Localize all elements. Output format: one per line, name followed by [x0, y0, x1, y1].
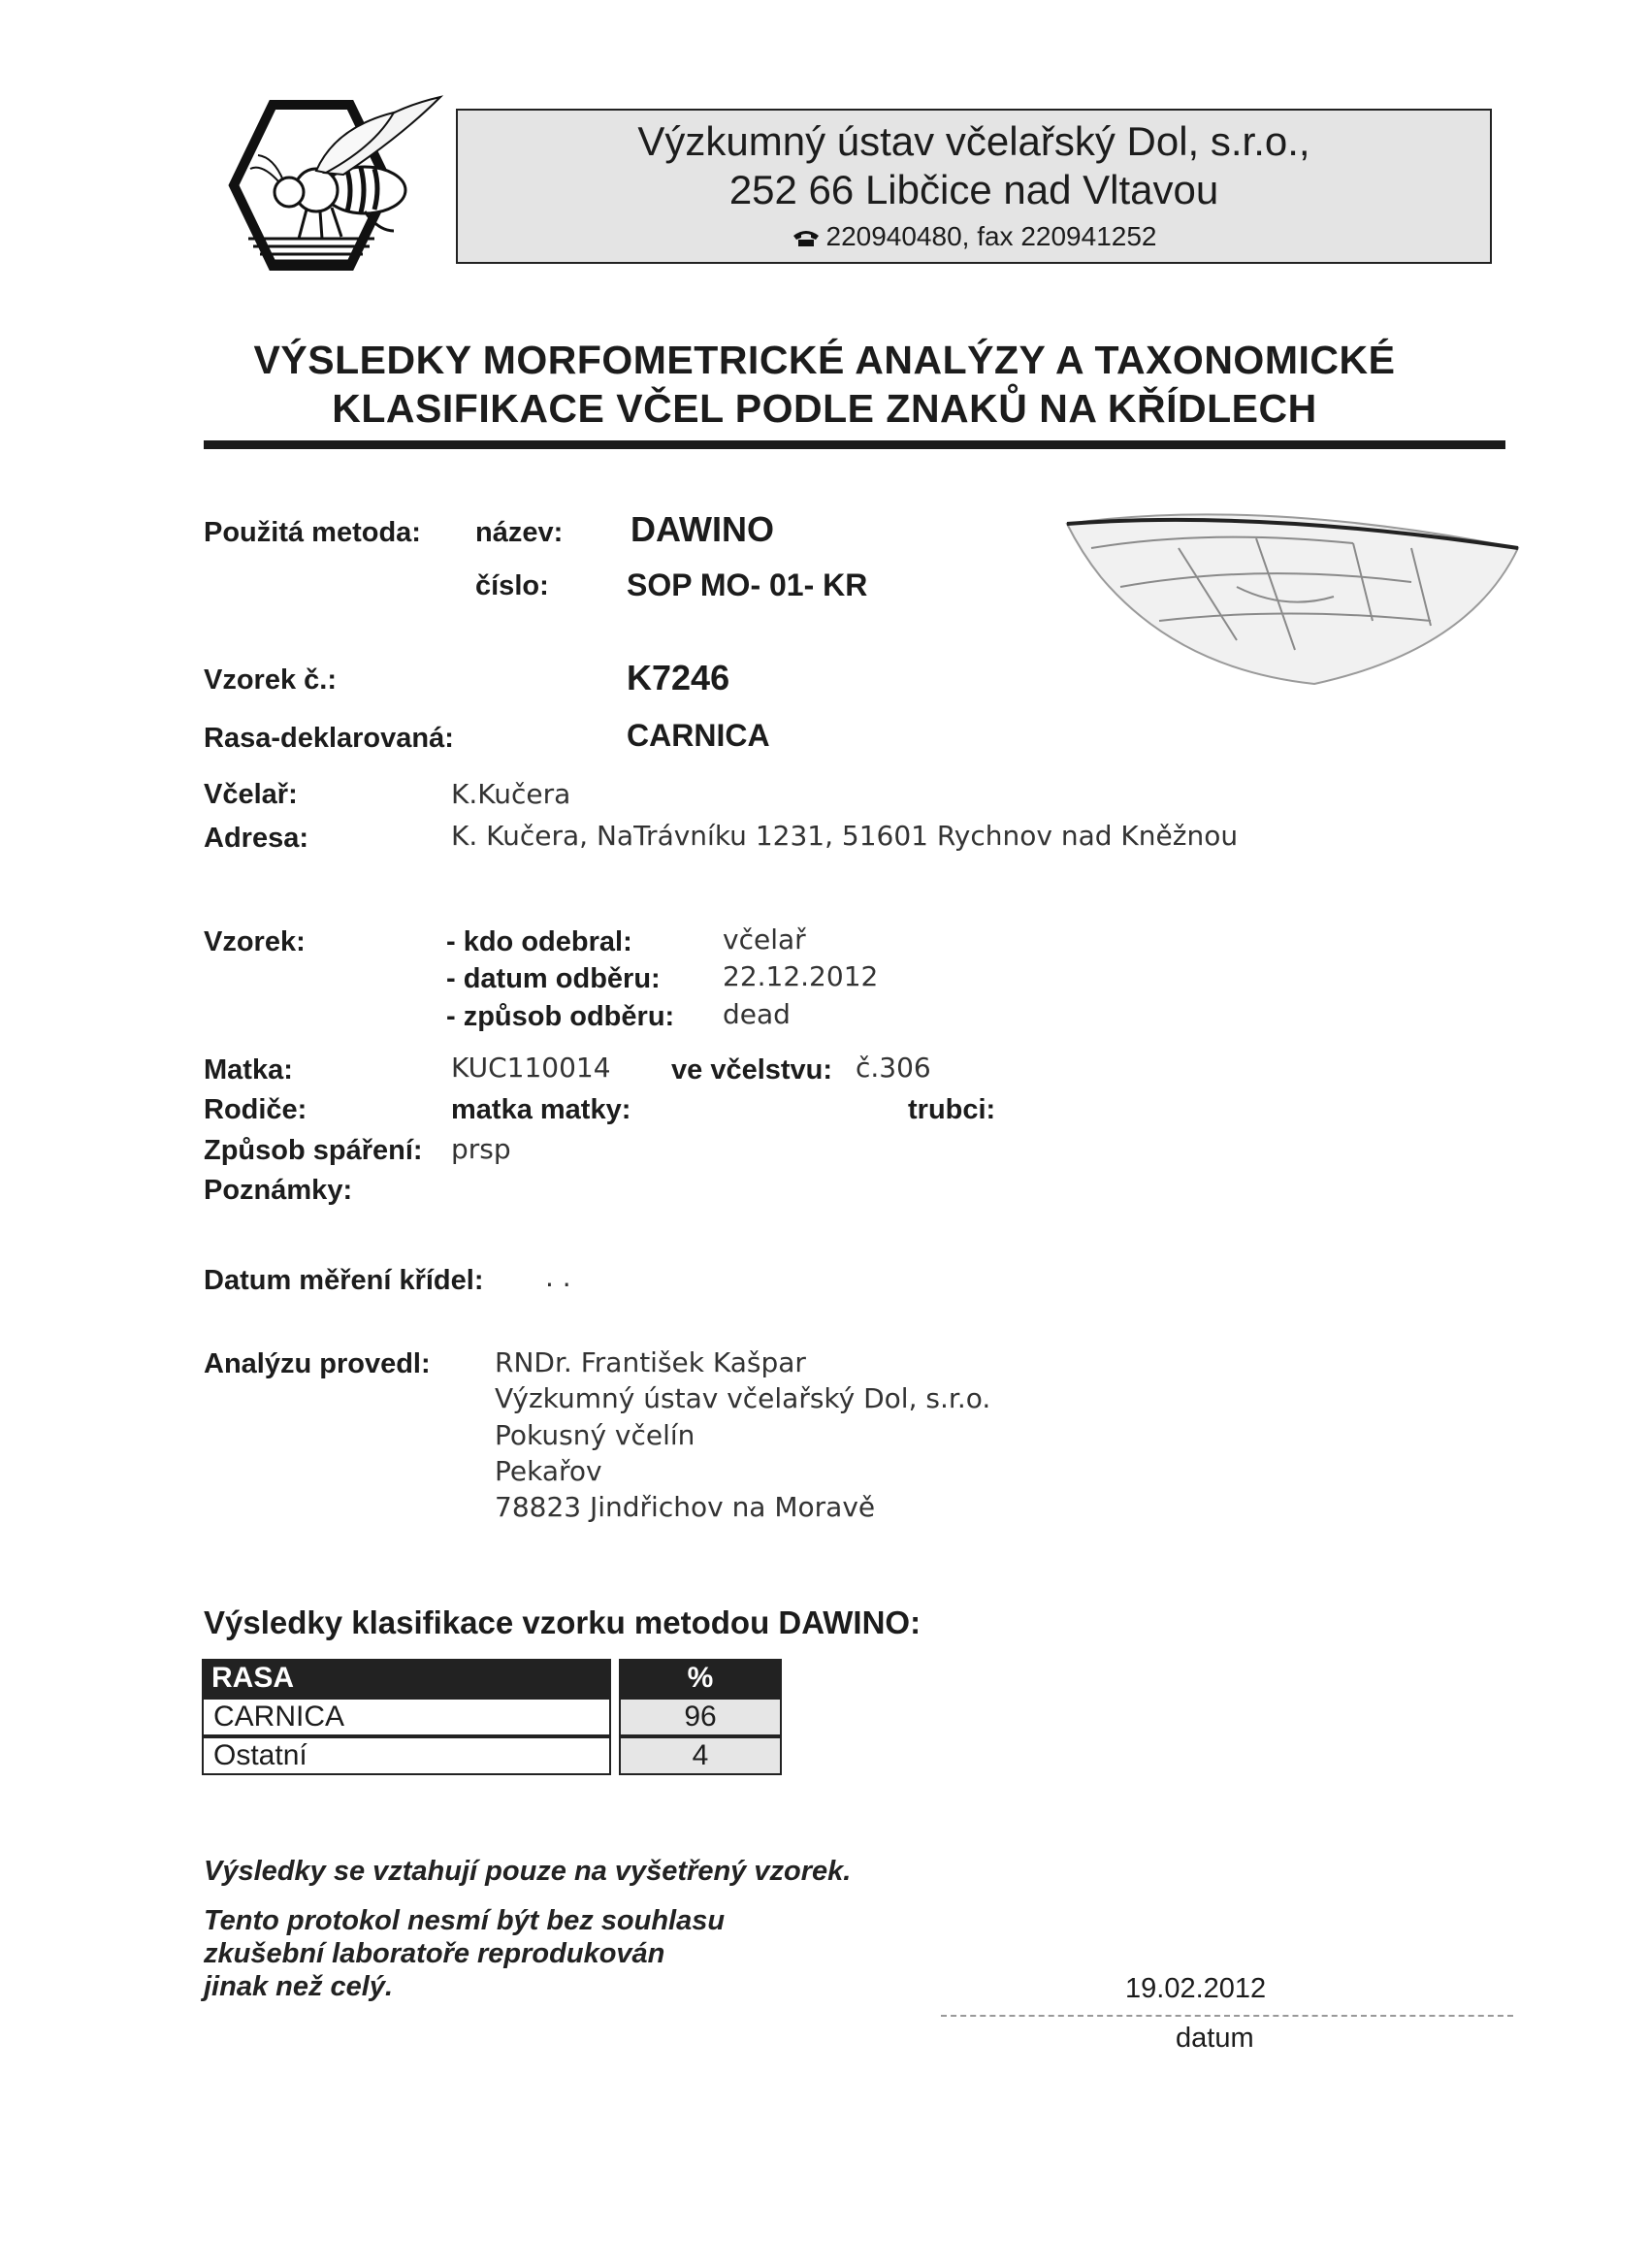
queen-mother-label: matka matky: [451, 1094, 631, 1125]
collection-date-value: 22.12.2012 [723, 960, 879, 992]
queen-label: Matka: [204, 1054, 293, 1085]
analysis-label: Analýzu provedl: [204, 1348, 431, 1379]
report-title-line1: VÝSLEDKY MORFOMETRICKÉ ANALÝZY A TAXONOMICKÉ [253, 338, 1396, 382]
drones-label: trubci: [908, 1094, 996, 1125]
analyst-line: Výzkumný ústav včelařský Dol, s.r.o. [495, 1382, 991, 1414]
method-name-value: DAWINO [630, 509, 774, 549]
bee-wing-image [1062, 504, 1528, 694]
phone-icon [792, 228, 821, 247]
sample-no-value: K7246 [627, 658, 730, 697]
address-value: K. Kučera, NaTrávníku 1231, 51601 Rychnov nad Kněžnou [451, 820, 1239, 852]
beekeeper-value: K.Kučera [451, 778, 571, 810]
results-heading: Výsledky klasifikace vzorku metodou DAWINO: [204, 1604, 922, 1640]
table-header-row [202, 1659, 782, 1698]
institute-logo [219, 93, 452, 277]
report-date-value: 19.02.2012 [1125, 1973, 1267, 2004]
table-row [202, 1698, 782, 1736]
footer-note-scope: Výsledky se vztahují pouze na vyšetřený vzorek. [204, 1856, 852, 1887]
collection-method-value: dead [723, 998, 791, 1030]
footer-note-line: zkušební laboratoře reprodukován [204, 1938, 665, 1969]
race-column-header: RASA [202, 1659, 611, 1698]
analyst-line: Pekařov [495, 1455, 602, 1487]
parents-label: Rodiče: [204, 1094, 307, 1125]
mating-value: prsp [451, 1133, 511, 1165]
date-signature-line [941, 2015, 1513, 2017]
race-declared-label: Rasa-deklarovaná: [204, 723, 454, 754]
method-number-value: SOP MO- 01- KR [627, 567, 868, 602]
collected-by-value: včelař [723, 923, 806, 956]
collected-by-label: - kdo odebral: [446, 926, 632, 957]
collection-date-label: - datum odběru: [446, 963, 661, 994]
title-divider [204, 440, 1505, 449]
collection-method-label: - způsob odběru: [446, 1001, 675, 1032]
method-name-label: název: [475, 517, 564, 548]
wing-measure-label: Datum měření křídel: [204, 1265, 484, 1296]
race-cell: CARNICA [202, 1698, 611, 1736]
institute-contact [458, 221, 1490, 252]
contact-numbers: 220940480, fax 220941252 [825, 221, 1157, 251]
footer-note-line: jinak než celý. [204, 1971, 394, 2002]
race-declared-value: CARNICA [627, 718, 770, 753]
colony-value: č.306 [856, 1052, 931, 1084]
sample-no-label: Vzorek č.: [204, 664, 337, 696]
table-row [202, 1736, 782, 1775]
method-number-label: číslo: [475, 570, 549, 601]
race-cell: Ostatní [202, 1736, 611, 1775]
beekeeper-label: Včelař: [204, 779, 298, 810]
analyst-line: 78823 Jindřichov na Moravě [495, 1491, 876, 1523]
colony-label: ve včelstvu: [671, 1054, 833, 1085]
institute-address: 252 66 Libčice nad Vltavou [728, 167, 1219, 212]
institute-name: Výzkumný ústav včelařský Dol, s.r.o., [637, 118, 1310, 164]
sample-label: Vzorek: [204, 926, 306, 957]
wing-measure-value: . . [545, 1261, 571, 1293]
percent-cell: 96 [619, 1698, 782, 1736]
address-label: Adresa: [204, 823, 308, 854]
analyst-line: Pokusný včelín [495, 1419, 695, 1451]
method-label: Použitá metoda: [204, 517, 421, 548]
notes-label: Poznámky: [204, 1175, 353, 1206]
analyst-line: RNDr. František Kašpar [495, 1346, 806, 1378]
report-title-line2: KLASIFIKACE VČEL PODLE ZNAKŮ NA KŘÍDLECH [332, 386, 1317, 431]
mating-label: Způsob spáření: [204, 1135, 423, 1166]
footer-note-line: Tento protokol nesmí být bez souhlasu [204, 1905, 726, 1936]
percent-column-header: % [619, 1659, 782, 1698]
queen-value: KUC110014 [451, 1052, 611, 1084]
institute-header [456, 109, 1492, 264]
percent-cell: 4 [619, 1736, 782, 1775]
report-date-label: datum [1176, 2023, 1254, 2054]
results-table [202, 1659, 782, 1775]
